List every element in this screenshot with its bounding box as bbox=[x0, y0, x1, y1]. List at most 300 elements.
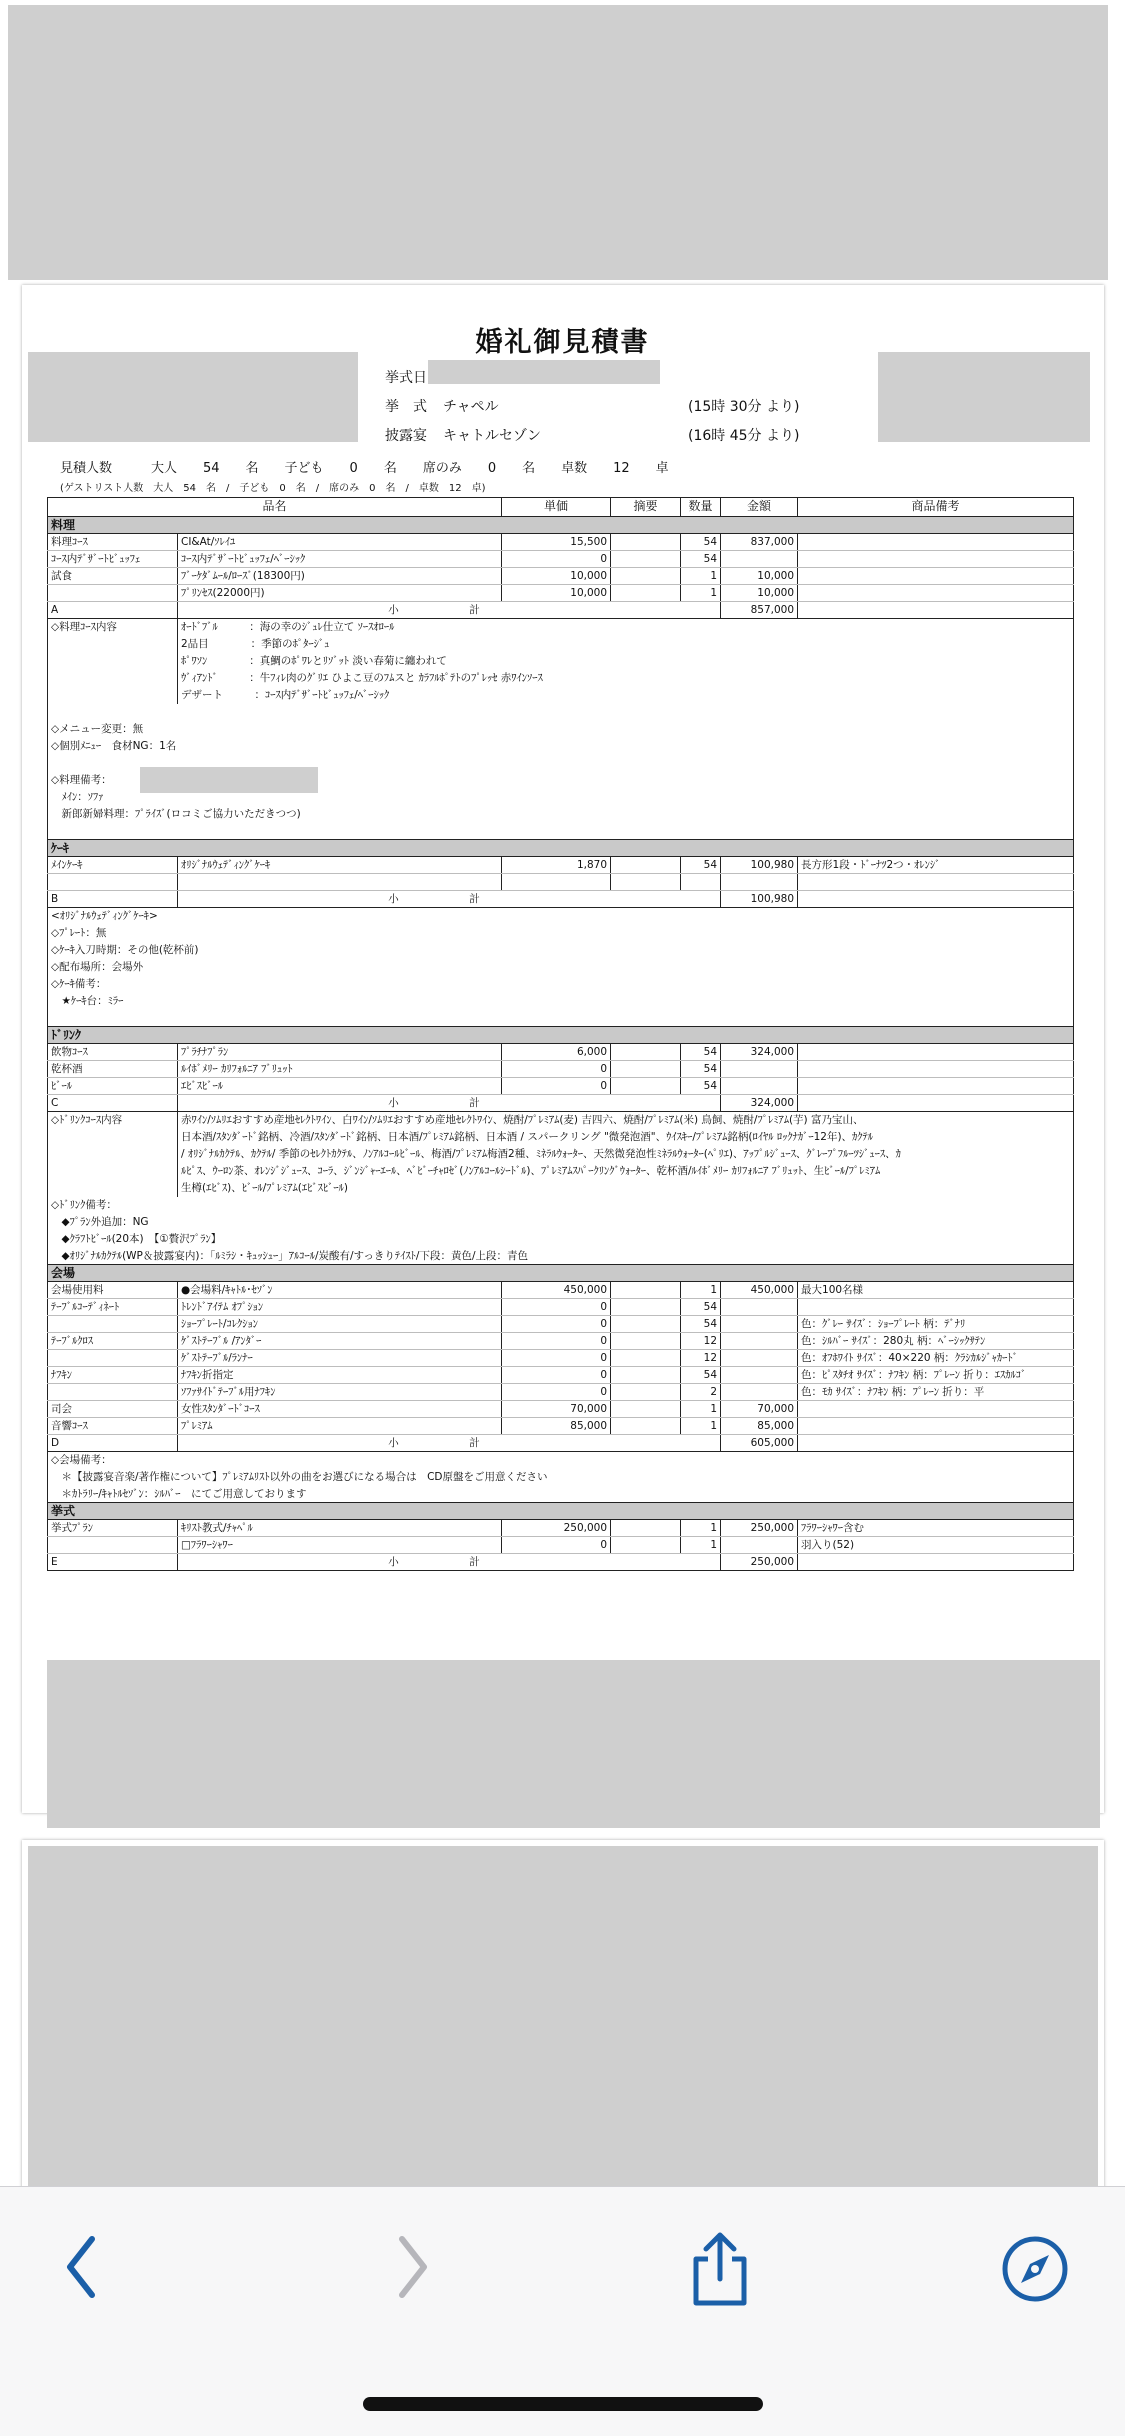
note-label bbox=[48, 1146, 178, 1163]
note-text: 新郎新婦料理：ﾌﾟﾗｲｽﾞ(ロコミご協力いただきつつ) bbox=[48, 806, 1074, 823]
product-cell: ｴﾋﾞｽﾋﾞｰﾙ bbox=[178, 1078, 502, 1095]
subtotal-letter: C bbox=[48, 1095, 178, 1112]
table-row bbox=[48, 568, 1074, 585]
note-row bbox=[48, 908, 1074, 925]
subtotal-label: 小 計 bbox=[178, 1554, 721, 1571]
summary-cell bbox=[611, 1418, 681, 1435]
amount-cell bbox=[721, 1078, 798, 1095]
subtotal-letter: E bbox=[48, 1554, 178, 1571]
subtotal-label: 小 計 bbox=[178, 1095, 721, 1112]
summary-cell bbox=[611, 1299, 681, 1316]
subtotal-remarks bbox=[798, 602, 1074, 619]
category-cell bbox=[48, 585, 178, 602]
qty-cell: 1 bbox=[681, 568, 721, 585]
note-label: ◇料理ｺｰｽ内容 bbox=[48, 619, 178, 636]
redacted-ceremony-date bbox=[428, 360, 660, 384]
note-row bbox=[48, 738, 1074, 755]
redacted-page-2 bbox=[28, 1846, 1098, 2196]
unit-price-cell: 85,000 bbox=[502, 1418, 611, 1435]
qty-cell: 54 bbox=[681, 1299, 721, 1316]
redacted-couple-name bbox=[28, 352, 358, 442]
qty-cell: 12 bbox=[681, 1350, 721, 1367]
subtotal-row bbox=[48, 1095, 1074, 1112]
amount-cell bbox=[721, 1299, 798, 1316]
remarks-cell bbox=[798, 585, 1074, 602]
remarks-cell bbox=[798, 1401, 1074, 1418]
note-row bbox=[48, 704, 1074, 721]
amount-cell bbox=[721, 1333, 798, 1350]
amount-cell bbox=[721, 551, 798, 568]
subtotal-remarks bbox=[798, 1435, 1074, 1452]
subtotal-amount: 857,000 bbox=[721, 602, 798, 619]
qty-cell: 54 bbox=[681, 857, 721, 874]
category-cell bbox=[48, 1384, 178, 1401]
subtotal-label: 小 計 bbox=[178, 602, 721, 619]
table-row bbox=[48, 1044, 1074, 1061]
category-cell: 料理ｺｰｽ bbox=[48, 534, 178, 551]
summary-cell bbox=[611, 1333, 681, 1350]
amount-cell bbox=[721, 1384, 798, 1401]
amount-cell: 837,000 bbox=[721, 534, 798, 551]
product-cell: ﾌﾟﾚﾐｱﾑ bbox=[178, 1418, 502, 1435]
summary-cell bbox=[611, 1044, 681, 1061]
reception-label: 披露宴 bbox=[385, 428, 427, 444]
note-row bbox=[48, 806, 1074, 823]
unit-price-cell: 0 bbox=[502, 1537, 611, 1554]
table-row bbox=[48, 1316, 1074, 1333]
section-header-row bbox=[48, 1265, 1074, 1282]
table-row bbox=[48, 874, 1074, 891]
product-cell: ｷﾘｽﾄ教式/ﾁｬﾍﾟﾙ bbox=[178, 1520, 502, 1537]
back-button[interactable] bbox=[44, 2229, 124, 2309]
amount-cell: 70,000 bbox=[721, 1401, 798, 1418]
amount-cell: 100,980 bbox=[721, 857, 798, 874]
category-cell bbox=[48, 1350, 178, 1367]
unit-price-cell bbox=[502, 874, 611, 891]
redacted-allergy-note bbox=[140, 767, 318, 793]
product-cell: ﾌﾟﾘﾝｾｽ(22000円) bbox=[178, 585, 502, 602]
table-row bbox=[48, 1537, 1074, 1554]
table-row bbox=[48, 1061, 1074, 1078]
subtotal-amount: 100,980 bbox=[721, 891, 798, 908]
section-header-row bbox=[48, 1027, 1074, 1044]
redacted-venue-stamp bbox=[878, 352, 1090, 442]
subtotal-row bbox=[48, 602, 1074, 619]
summary-cell bbox=[611, 568, 681, 585]
subtotal-amount: 250,000 bbox=[721, 1554, 798, 1571]
remarks-cell bbox=[798, 1044, 1074, 1061]
summary-cell bbox=[611, 1316, 681, 1333]
note-row bbox=[48, 687, 1074, 704]
table-row bbox=[48, 1299, 1074, 1316]
remarks-cell: 色：ｵﾌﾎﾜｲﾄ ｻｲｽﾞ：40×220 柄：ｸﾗｼｶﾙｼﾞｬｶｰﾄﾞ bbox=[798, 1350, 1074, 1367]
amount-cell: 450,000 bbox=[721, 1282, 798, 1299]
qty-cell: 12 bbox=[681, 1333, 721, 1350]
unit-price-cell: 15,500 bbox=[502, 534, 611, 551]
note-text: ★ｹｰｷ台：ﾐﾗｰ bbox=[48, 993, 1074, 1010]
remarks-cell: 色：ﾋﾟｽﾀﾁｵ ｻｲｽﾞ：ﾅﾌｷﾝ 柄：ﾌﾟﾚｰﾝ 折り：ｴｽｶﾙｺﾞ bbox=[798, 1367, 1074, 1384]
redacted-region-top bbox=[8, 5, 1108, 280]
subtotal-letter: B bbox=[48, 891, 178, 908]
subtotal-row bbox=[48, 1554, 1074, 1571]
product-cell: ｼｮｰﾌﾟﾚｰﾄ/ｺﾚｸｼｮﾝ bbox=[178, 1316, 502, 1333]
guest-summary: 見積人数 大人 54 名 子ども 0 名 席のみ 0 名 卓数 12 卓 bbox=[60, 461, 669, 476]
guest-list-summary: (ゲストリスト人数 大人 54 名 / 子ども 0 名 / 席のみ 0 名 / 卓数 12 卓) bbox=[60, 483, 486, 494]
qty-cell: 1 bbox=[681, 1537, 721, 1554]
section-header-row bbox=[48, 840, 1074, 857]
category-cell: 挙式ﾌﾟﾗﾝ bbox=[48, 1520, 178, 1537]
note-row bbox=[48, 823, 1074, 840]
table-header-row bbox=[48, 498, 1074, 517]
note-label bbox=[48, 1163, 178, 1180]
unit-price-cell: 450,000 bbox=[502, 1282, 611, 1299]
product-cell: ﾅﾌｷﾝ折指定 bbox=[178, 1367, 502, 1384]
remarks-cell: 色：ｼﾙﾊﾞｰ ｻｲｽﾞ：280丸 柄：ﾍﾞｰｼｯｸｻﾃﾝ bbox=[798, 1333, 1074, 1350]
unit-price-cell: 0 bbox=[502, 1333, 611, 1350]
note-text bbox=[48, 1010, 1074, 1027]
remarks-cell: 最大100名様 bbox=[798, 1282, 1074, 1299]
unit-price-cell: 70,000 bbox=[502, 1401, 611, 1418]
amount-cell bbox=[721, 874, 798, 891]
summary-cell bbox=[611, 585, 681, 602]
table-row bbox=[48, 1520, 1074, 1537]
amount-cell: 324,000 bbox=[721, 1044, 798, 1061]
section-title: 会場 bbox=[48, 1265, 1074, 1282]
unit-price-cell: 1,870 bbox=[502, 857, 611, 874]
note-row bbox=[48, 721, 1074, 738]
product-cell: ｵﾘｼﾞﾅﾙｳｪﾃﾞｨﾝｸﾞｹｰｷ bbox=[178, 857, 502, 874]
unit-price-cell: 0 bbox=[502, 1078, 611, 1095]
unit-price-cell: 0 bbox=[502, 1384, 611, 1401]
table-row bbox=[48, 1418, 1074, 1435]
qty-cell: 54 bbox=[681, 1316, 721, 1333]
qty-cell: 54 bbox=[681, 1061, 721, 1078]
note-row bbox=[48, 1469, 1074, 1486]
remarks-cell bbox=[798, 1061, 1074, 1078]
note-row bbox=[48, 670, 1074, 687]
subtotal-letter: A bbox=[48, 602, 178, 619]
note-row bbox=[48, 636, 1074, 653]
product-cell: ﾄﾚﾝﾄﾞｱｲﾃﾑ ｵﾌﾟｼｮﾝ bbox=[178, 1299, 502, 1316]
header-unit-price: 単価 bbox=[502, 498, 611, 517]
qty-cell: 1 bbox=[681, 585, 721, 602]
section-title: 挙式 bbox=[48, 1503, 1074, 1520]
unit-price-cell: 10,000 bbox=[502, 568, 611, 585]
category-cell: ﾒｲﾝｹｰｷ bbox=[48, 857, 178, 874]
note-text: ｵｰﾄﾞﾌﾞﾙ ：海の幸のｼﾞｭﾚ仕立て ｿｰｽｵﾛｰﾙ bbox=[178, 619, 1074, 636]
reception-time: (16時 45分 より) bbox=[688, 428, 800, 444]
note-row bbox=[48, 1452, 1074, 1469]
note-text: ◇メニュー変更：無 bbox=[48, 721, 1074, 738]
note-label bbox=[48, 670, 178, 687]
ceremony-time: (15時 30分 より) bbox=[688, 399, 800, 415]
summary-cell bbox=[611, 1384, 681, 1401]
header-qty: 数量 bbox=[681, 498, 721, 517]
note-text: ◇ﾌﾟﾚｰﾄ：無 bbox=[48, 925, 1074, 942]
subtotal-amount: 605,000 bbox=[721, 1435, 798, 1452]
product-cell: ﾌﾞｰｹﾀﾞﾑｰﾙ/ﾛｰｽﾞ(18300円) bbox=[178, 568, 502, 585]
note-text: ◇料理備考： bbox=[48, 772, 1074, 789]
note-row bbox=[48, 1486, 1074, 1503]
note-row bbox=[48, 1010, 1074, 1027]
note-row bbox=[48, 942, 1074, 959]
category-cell: 会場使用料 bbox=[48, 1282, 178, 1299]
note-text: ﾒｲﾝ：ｿﾌｧ bbox=[48, 789, 1074, 806]
product-cell: ｹﾞｽﾄﾃｰﾌﾞﾙ /ｱﾝﾀﾞｰ bbox=[178, 1333, 502, 1350]
summary-cell bbox=[611, 857, 681, 874]
qty-cell: 54 bbox=[681, 1078, 721, 1095]
redacted-region-doc-bottom bbox=[47, 1660, 1100, 1828]
note-row bbox=[48, 1112, 1074, 1129]
compass-icon bbox=[995, 2229, 1075, 2309]
header-summary: 摘要 bbox=[611, 498, 681, 517]
remarks-cell: 長方形1段・ﾄﾞｰﾅﾂ2つ・ｵﾚﾝｼﾞ bbox=[798, 857, 1074, 874]
note-text: 2品目 ：季節のﾎﾟﾀｰｼﾞｭ bbox=[178, 636, 1074, 653]
qty-cell: 54 bbox=[681, 1367, 721, 1384]
summary-cell bbox=[611, 1537, 681, 1554]
subtotal-remarks bbox=[798, 1095, 1074, 1112]
product-cell: ●会場料/ｷｬﾄﾙ･ｾｿﾞﾝ bbox=[178, 1282, 502, 1299]
note-row bbox=[48, 1214, 1074, 1231]
note-text: ﾙﾋﾟｽ、ｳｰﾛﾝ茶、ｵﾚﾝｼﾞｼﾞｭｰｽ、ｺｰﾗ、ｼﾞﾝｼﾞｬｰｴｰﾙ、ﾍﾞﾋﾞｰﾁｬﾛｾﾞ(ﾉﾝｱﾙｺｰﾙｼｰﾄﾞﾙ)、ﾌﾟﾚﾐｱﾑｽﾊﾟｰｸﾘﾝｸﾞｳｫｰﾀｰ、乾杯酒/ﾙｲﾎﾞﾒﾘｰ ｶﾘﾌｫﾙﾆｱ ﾌﾞﾘｭｯﾄ、生ﾋﾞｰﾙ/ﾌﾟﾚﾐｱﾑ bbox=[178, 1163, 1074, 1180]
note-row bbox=[48, 1129, 1074, 1146]
document-page-2 bbox=[22, 1840, 1104, 2200]
unit-price-cell: 0 bbox=[502, 1061, 611, 1078]
unit-price-cell: 10,000 bbox=[502, 585, 611, 602]
estimate-table bbox=[47, 497, 1074, 1571]
header-item: 品名 bbox=[48, 498, 502, 517]
note-text: ◇ｹｰｷ備考： bbox=[48, 976, 1074, 993]
summary-cell bbox=[611, 1078, 681, 1095]
unit-price-cell: 250,000 bbox=[502, 1520, 611, 1537]
amount-cell: 10,000 bbox=[721, 585, 798, 602]
remarks-cell: 色：ｸﾞﾚｰ ｻｲｽﾞ：ｼｮｰﾌﾟﾚｰﾄ 柄：ﾃﾞﾅﾘ bbox=[798, 1316, 1074, 1333]
amount-cell bbox=[721, 1537, 798, 1554]
remarks-cell: 色：ﾓｶ ｻｲｽﾞ：ﾅﾌｷﾝ 柄：ﾌﾟﾚｰﾝ 折り：平 bbox=[798, 1384, 1074, 1401]
category-cell: 音響ｺｰｽ bbox=[48, 1418, 178, 1435]
note-text: ◇個別ﾒﾆｭｰ 食材NG：1名 bbox=[48, 738, 1074, 755]
note-label bbox=[48, 653, 178, 670]
section-title: ｹｰｷ bbox=[48, 840, 1074, 857]
note-row bbox=[48, 1197, 1074, 1214]
category-cell bbox=[48, 1316, 178, 1333]
qty-cell: 54 bbox=[681, 551, 721, 568]
remarks-cell bbox=[798, 568, 1074, 585]
note-label bbox=[48, 636, 178, 653]
table-row bbox=[48, 1367, 1074, 1384]
subtotal-label: 小 計 bbox=[178, 1435, 721, 1452]
remarks-cell: ﾌﾗﾜｰｼｬﾜｰ含む bbox=[798, 1520, 1074, 1537]
unit-price-cell: 0 bbox=[502, 1367, 611, 1384]
table-row bbox=[48, 1078, 1074, 1095]
safari-button[interactable] bbox=[995, 2229, 1075, 2309]
subtotal-remarks bbox=[798, 891, 1074, 908]
table-row bbox=[48, 1282, 1074, 1299]
note-row bbox=[48, 619, 1074, 636]
table-row bbox=[48, 1401, 1074, 1418]
category-cell: ﾅﾌｷﾝ bbox=[48, 1367, 178, 1384]
note-row bbox=[48, 1248, 1074, 1265]
note-row bbox=[48, 1146, 1074, 1163]
product-cell: 女性ｽﾀﾝﾀﾞｰﾄﾞｺｰｽ bbox=[178, 1401, 502, 1418]
note-text: ◇ﾄﾞﾘﾝｸ備考： bbox=[48, 1197, 1074, 1214]
note-text: ＊【披露宴音楽/著作権について】ﾌﾟﾚﾐｱﾑﾘｽﾄ以外の曲をお選びになる場合は CD原盤をご用意ください bbox=[48, 1469, 1074, 1486]
section-title: ﾄﾞﾘﾝｸ bbox=[48, 1027, 1074, 1044]
note-text: ◆ｵﾘｼﾞﾅﾙｶｸﾃﾙ(WP＆披露宴内)：「ﾙﾐﾗｼ・ｷｭｯｼｭｰ」ｱﾙｺｰﾙ/炭酸有/すっきりﾃｲｽﾄ/下段：黄色/上段：青色 bbox=[48, 1248, 1074, 1265]
qty-cell: 54 bbox=[681, 1044, 721, 1061]
note-row bbox=[48, 653, 1074, 670]
qty-cell: 1 bbox=[681, 1418, 721, 1435]
unit-price-cell: 6,000 bbox=[502, 1044, 611, 1061]
ceremony-label: 挙 式 bbox=[385, 399, 427, 415]
note-text bbox=[48, 823, 1074, 840]
unit-price-cell: 0 bbox=[502, 551, 611, 568]
home-indicator bbox=[363, 2397, 763, 2411]
note-text: 日本酒/ｽﾀﾝﾀﾞｰﾄﾞ銘柄、冷酒/ｽﾀﾝﾀﾞｰﾄﾞ銘柄、日本酒/ﾌﾟﾚﾐｱﾑ銘柄、日本酒 / スパークリング "微発泡酒"、ｳｲｽｷｰ/ﾌﾟﾚﾐｱﾑ銘柄(ﾛｲﾔﾙ ﾛｯｸﾅｶﾞｰ12年)、ｶｸﾃﾙ bbox=[178, 1129, 1074, 1146]
note-row bbox=[48, 959, 1074, 976]
subtotal-row bbox=[48, 891, 1074, 908]
product-cell bbox=[178, 874, 502, 891]
product-cell: CI&At/ｿﾚｲﾕ bbox=[178, 534, 502, 551]
ceremony-date-label: 挙式日 bbox=[385, 370, 427, 386]
subtotal-label: 小 計 bbox=[178, 891, 721, 908]
unit-price-cell: 0 bbox=[502, 1299, 611, 1316]
note-text: ＊ｶﾄﾗﾘｰ/ｷｬﾄﾙｾｿﾞﾝ：ｼﾙﾊﾞｰ にてご用意しております bbox=[48, 1486, 1074, 1503]
amount-cell: 10,000 bbox=[721, 568, 798, 585]
document-title: 婚礼御見積書 bbox=[475, 327, 650, 358]
note-text: 赤ﾜｲﾝ/ｿﾑﾘｴおすすめ産地ｾﾚｸﾄﾜｲﾝ、白ﾜｲﾝ/ｿﾑﾘｴおすすめ産地ｾﾚｸﾄﾜｲﾝ、焼酎/ﾌﾟﾚﾐｱﾑ(麦) 吉四六、焼酎/ﾌﾟﾚﾐｱﾑ(米) 鳥飼、焼酎/ﾌﾟﾚﾐｱﾑ(芋) 富乃宝山、 bbox=[178, 1112, 1074, 1129]
table-row bbox=[48, 1333, 1074, 1350]
product-cell: ｹﾞｽﾄﾃｰﾌﾞﾙ/ﾗﾝﾅｰ bbox=[178, 1350, 502, 1367]
product-cell: ｿﾌｧｻｲﾄﾞﾃｰﾌﾞﾙ用ﾅﾌｷﾝ bbox=[178, 1384, 502, 1401]
section-header-row bbox=[48, 1503, 1074, 1520]
note-label bbox=[48, 687, 178, 704]
subtotal-letter: D bbox=[48, 1435, 178, 1452]
note-text: ◇会場備考： bbox=[48, 1452, 1074, 1469]
note-text: ◆ﾌﾟﾗﾝ外追加：NG bbox=[48, 1214, 1074, 1231]
summary-cell bbox=[611, 1350, 681, 1367]
amount-cell bbox=[721, 1061, 798, 1078]
qty-cell: 54 bbox=[681, 534, 721, 551]
amount-cell bbox=[721, 1316, 798, 1333]
note-text: ﾎﾟﾜｿﾝ ：真鯛のﾎﾟﾜﾚとﾘｿﾞｯﾄ 淡い春菊に纏われて bbox=[178, 653, 1074, 670]
chevron-left-icon bbox=[44, 2229, 124, 2309]
note-row bbox=[48, 925, 1074, 942]
subtotal-remarks bbox=[798, 1554, 1074, 1571]
section-header-row bbox=[48, 517, 1074, 534]
summary-cell bbox=[611, 551, 681, 568]
remarks-cell bbox=[798, 874, 1074, 891]
note-text: / ｵﾘｼﾞﾅﾙｶｸﾃﾙ、ｶｸﾃﾙ/ 季節のｾﾚｸﾄｶｸﾃﾙ、ﾉﾝｱﾙｺｰﾙﾋﾞｰﾙ、梅酒/ﾌﾟﾚﾐｱﾑ梅酒2種、ﾐﾈﾗﾙｳｫｰﾀｰ、天然微発泡性ﾐﾈﾗﾙｳｫｰﾀｰ(ﾍﾟﾘｴ)、ｱｯﾌﾟﾙｼﾞｭｰｽ、ｸﾞﾚｰﾌﾟﾌﾙｰﾂｼﾞｭｰｽ、ｶ bbox=[178, 1146, 1074, 1163]
amount-cell: 85,000 bbox=[721, 1418, 798, 1435]
note-text: ◇配布場所：会場外 bbox=[48, 959, 1074, 976]
summary-cell bbox=[611, 534, 681, 551]
table-row bbox=[48, 534, 1074, 551]
category-cell bbox=[48, 874, 178, 891]
chevron-right-icon bbox=[370, 2229, 450, 2309]
category-cell: ﾃｰﾌﾞﾙｸﾛｽ bbox=[48, 1333, 178, 1350]
note-text: 生樽(ｴﾋﾞｽ)、ﾋﾞｰﾙ/ﾌﾟﾚﾐｱﾑ(ｴﾋﾞｽﾋﾞｰﾙ) bbox=[178, 1180, 1074, 1197]
amount-cell bbox=[721, 1350, 798, 1367]
remarks-cell bbox=[798, 534, 1074, 551]
category-cell: ﾃｰﾌﾞﾙｺｰﾃﾞｨﾈｰﾄ bbox=[48, 1299, 178, 1316]
remarks-cell bbox=[798, 1078, 1074, 1095]
category-cell: ｺｰｽ内ﾃﾞｻﾞｰﾄﾋﾞｭｯﾌｪ bbox=[48, 551, 178, 568]
table-row bbox=[48, 585, 1074, 602]
remarks-cell bbox=[798, 1299, 1074, 1316]
product-cell: ｺｰｽ内ﾃﾞｻﾞｰﾄﾋﾞｭｯﾌｪ/ﾍﾞｰｼｯｸ bbox=[178, 551, 502, 568]
note-label bbox=[48, 1180, 178, 1197]
note-row bbox=[48, 1163, 1074, 1180]
qty-cell: 1 bbox=[681, 1520, 721, 1537]
subtotal-amount: 324,000 bbox=[721, 1095, 798, 1112]
product-cell: ﾙｲﾎﾞﾒﾘｰ ｶﾘﾌｫﾙﾆｱ ﾌﾞﾘｭｯﾄ bbox=[178, 1061, 502, 1078]
category-cell bbox=[48, 1537, 178, 1554]
note-text: デザート ：ｺｰｽ内ﾃﾞｻﾞｰﾄﾋﾞｭｯﾌｪ/ﾍﾞｰｼｯｸ bbox=[178, 687, 1074, 704]
share-icon bbox=[680, 2229, 760, 2309]
remarks-cell bbox=[798, 1418, 1074, 1435]
summary-cell bbox=[611, 874, 681, 891]
unit-price-cell: 0 bbox=[502, 1316, 611, 1333]
note-text bbox=[48, 704, 1074, 721]
table-row bbox=[48, 857, 1074, 874]
qty-cell: 2 bbox=[681, 1384, 721, 1401]
summary-cell bbox=[611, 1282, 681, 1299]
product-cell: □ﾌﾗﾜｰｼｬﾜｰ bbox=[178, 1537, 502, 1554]
summary-cell bbox=[611, 1520, 681, 1537]
note-text: ◆ｸﾗﾌﾄﾋﾞｰﾙ(20本) 【①贅沢ﾌﾟﾗﾝ】 bbox=[48, 1231, 1074, 1248]
remarks-cell: 羽入り(52) bbox=[798, 1537, 1074, 1554]
table-row bbox=[48, 1384, 1074, 1401]
table-row bbox=[48, 1350, 1074, 1367]
header-amount: 金額 bbox=[721, 498, 798, 517]
note-label: ◇ﾄﾞﾘﾝｸｺｰｽ内容 bbox=[48, 1112, 178, 1129]
qty-cell: 1 bbox=[681, 1282, 721, 1299]
note-row bbox=[48, 993, 1074, 1010]
remarks-cell bbox=[798, 551, 1074, 568]
ceremony-value: チャペル bbox=[443, 399, 499, 415]
amount-cell: 250,000 bbox=[721, 1520, 798, 1537]
reception-value: キャトルセゾン bbox=[443, 428, 541, 444]
header-remarks: 商品備考 bbox=[798, 498, 1074, 517]
forward-button[interactable] bbox=[370, 2229, 450, 2309]
category-cell: ﾋﾞｰﾙ bbox=[48, 1078, 178, 1095]
section-title: 料理 bbox=[48, 517, 1074, 534]
note-text: ◇ｹｰｷ入刀時期：その他(乾杯前) bbox=[48, 942, 1074, 959]
note-text: ｳﾞｨｱﾝﾄﾞ ：牛ﾌｨﾚ肉のｸﾞﾘｴ ひよこ豆のﾌﾑスと ｶﾗﾌﾙﾎﾟﾃﾄのﾌﾟﾚｯｾ 赤ﾜｲﾝｿｰｽ bbox=[178, 670, 1074, 687]
category-cell: 飲物ｺｰｽ bbox=[48, 1044, 178, 1061]
table-row bbox=[48, 551, 1074, 568]
note-text: <ｵﾘｼﾞﾅﾙｳｪﾃﾞｨﾝｸﾞｹｰｷ> bbox=[48, 908, 1074, 925]
note-row bbox=[48, 976, 1074, 993]
qty-cell: 1 bbox=[681, 1401, 721, 1418]
note-row bbox=[48, 1180, 1074, 1197]
amount-cell bbox=[721, 1367, 798, 1384]
category-cell: 司会 bbox=[48, 1401, 178, 1418]
summary-cell bbox=[611, 1367, 681, 1384]
category-cell: 乾杯酒 bbox=[48, 1061, 178, 1078]
qty-cell bbox=[681, 874, 721, 891]
share-button[interactable] bbox=[680, 2229, 760, 2309]
note-row bbox=[48, 1231, 1074, 1248]
subtotal-row bbox=[48, 1435, 1074, 1452]
summary-cell bbox=[611, 1401, 681, 1418]
summary-cell bbox=[611, 1061, 681, 1078]
product-cell: ﾌﾟﾗﾁﾅﾌﾟﾗﾝ bbox=[178, 1044, 502, 1061]
note-label bbox=[48, 1129, 178, 1146]
category-cell: 試食 bbox=[48, 568, 178, 585]
unit-price-cell: 0 bbox=[502, 1350, 611, 1367]
